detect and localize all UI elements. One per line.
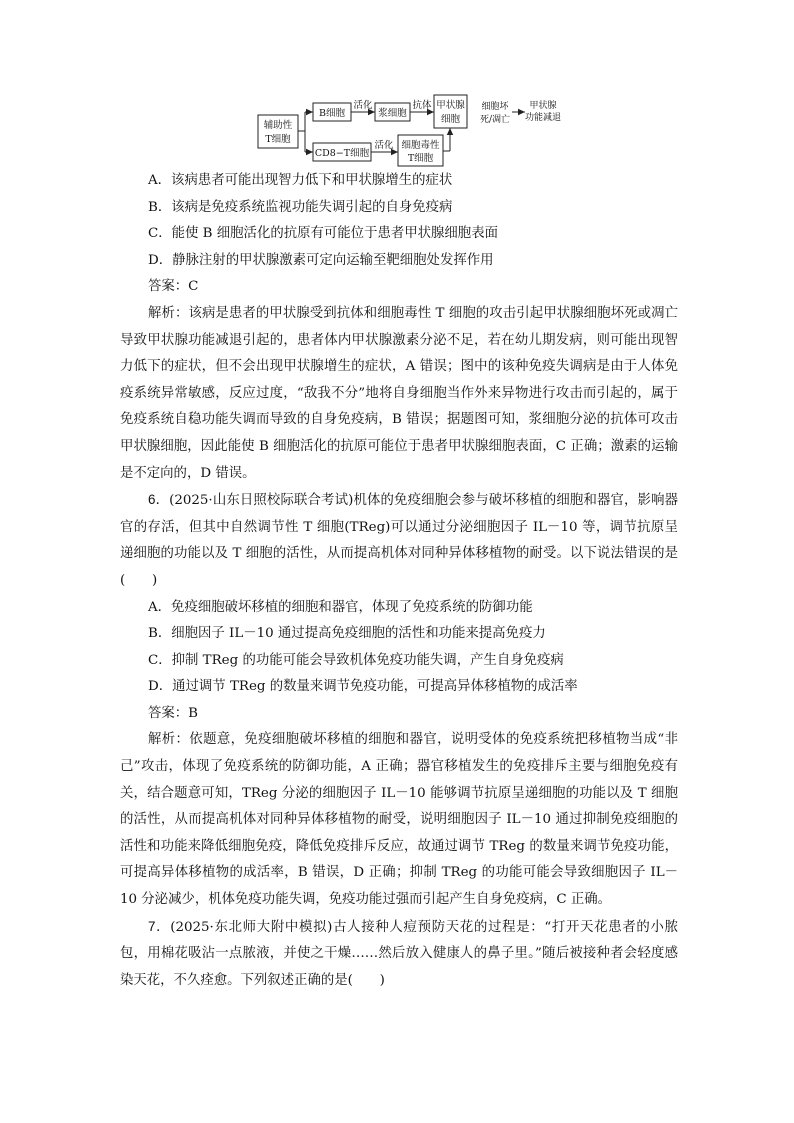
cytotoxic-t-cell-label-1: 细胞毒性 [401, 140, 440, 151]
q5-option-b: B．该病是免疫系统监视功能失调引起的自身免疫病 [148, 199, 453, 215]
q6-number: 6． [148, 492, 170, 508]
helper-t-cell-label-2: T细胞 [265, 134, 291, 145]
activate-label-top: 活化 [353, 100, 373, 111]
cytotoxic-t-cell-label-2: T细胞 [407, 153, 434, 164]
cd8-t-cell-label: CD8−T细胞 [314, 148, 370, 159]
q7-stem-text: (2025·东北师大附中模拟)古人接种人痘预防天花的过程是：“打开天花患者的小脓包，用棉花吸沾一点脓液，并使之干燥……然后放入健康人的鼻子里。”随后被接种者会轻度感染天花，不久痊愈。下列叙述正确的是( ) [120, 919, 678, 988]
q7-stem [120, 914, 678, 995]
q7-number: 7． [148, 918, 171, 934]
thyroid-cell-label-2: 细胞 [440, 114, 461, 125]
q6-analysis: 解析：依题意，免疫细胞破坏移植的细胞和器官，说明受体的免疫系统把移植物当成“非己”攻击，体现了免疫系统的防御功能，A 正确；器官移植发生的免疫排斥主要与细胞免疫有关，结合题意可知，TReg 分泌的细胞因子 IL－10 能够调节抗原呈递细胞的功能以及 T 细胞的活性，从而提高机体对同种异体移植物的耐受，说明细胞因子 IL－10 通过抑制免疫细胞的活性和功能来降低细胞免疫，降低免疫排斥反应，故通过调节 TReg 的数量来调节免疫功能，可提高异体移植物的成活率，B 错误，D 正确；抑制 TReg 的功能可能会导致细胞因子 IL－10 分泌减少，机体免疫功能失调，免疫功能过强而引起产生自身免疫病，C 正确。 [120, 732, 678, 908]
q5-option-d: D．静脉注射的甲状腺激素可定向运输至靶细胞处发挥作用 [148, 252, 494, 268]
q6-option-b: B．细胞因子 IL－10 通过提高免疫细胞的活性和功能来提高免疫力 [148, 626, 546, 642]
q5-option-a: A．该病患者可能出现智力低下和甲状腺增生的症状 [148, 173, 453, 188]
q6-option-a: A．免疫细胞破坏移植的细胞和器官，体现了免疫系统的防御功能 [148, 599, 533, 615]
q6-answer: 答案：B [148, 705, 199, 721]
q6-option-c: C．抑制 TReg 的功能可能会导致机体免疫功能失调，产生自身免疫病 [148, 652, 564, 668]
function-decline-label-2: 功能减退 [524, 113, 562, 123]
plasma-cell-label: 浆细胞 [378, 108, 407, 119]
page-content [120, 168, 678, 994]
thyroid-cell-label-1: 甲状腺 [436, 100, 465, 111]
b-cell-label: B细胞 [319, 108, 345, 119]
cell-damage-label-2: 死/凋亡 [479, 115, 511, 125]
q5-analysis: 解析：该病是患者的甲状腺受到抗体和细胞毒性 T 细胞的攻击引起甲状腺细胞坏死或凋亡导致甲状腺功能减退引起的，患者体内甲状腺激素分泌不足，若在幼儿期发病，则可能出现智力低下的症状，但不会出现甲状腺增生的症状，A 错误；图中的该种免疫失调病是由于人体免疫系统异常敏感，反应过度，“敌我不分”地将自身细胞当作外来异物进行攻击而引起的，属于免疫系统自稳功能失调而导致的自身免疫病，B 错误；据题图可知，浆细胞分泌的抗体可攻击甲状腺细胞，因此能使 B 细胞活化的抗原可能位于患者甲状腺细胞表面，C 正确；激素的运输是不定向的，D 错误。 [120, 305, 678, 481]
q6-stem [120, 487, 678, 594]
q6-stem-text: (2025·山东日照校际联合考试)机体的免疫细胞会参与破坏移植的细胞和器官，影响器官的存活，但其中自然调节性 T 细胞(TReg)可以通过分泌细胞因子 IL－10 等，调节抗原呈递细胞的功能以及 T 细胞的活性，从而提高机体对同种异体移植物的耐受。以下说法错误的是( ) [120, 493, 679, 588]
function-decline-label-1: 甲状腺 [529, 101, 557, 111]
antibody-label: 抗体 [412, 100, 432, 111]
activate-label-bottom: 活化 [374, 140, 394, 151]
helper-t-cell-label-1: 辅助性 [263, 120, 293, 131]
q5-answer: 答案：C [148, 279, 199, 295]
q5-option-c: C．能使 B 细胞活化的抗原有可能位于患者甲状腺细胞表面 [148, 226, 498, 242]
q6-option-d: D．通过调节 TReg 的数量来调节免疫功能，可提高异体移植物的成活率 [148, 679, 578, 695]
immune-pathway-diagram [0, 0, 794, 170]
cell-damage-label-1: 细胞坏 [481, 102, 509, 112]
